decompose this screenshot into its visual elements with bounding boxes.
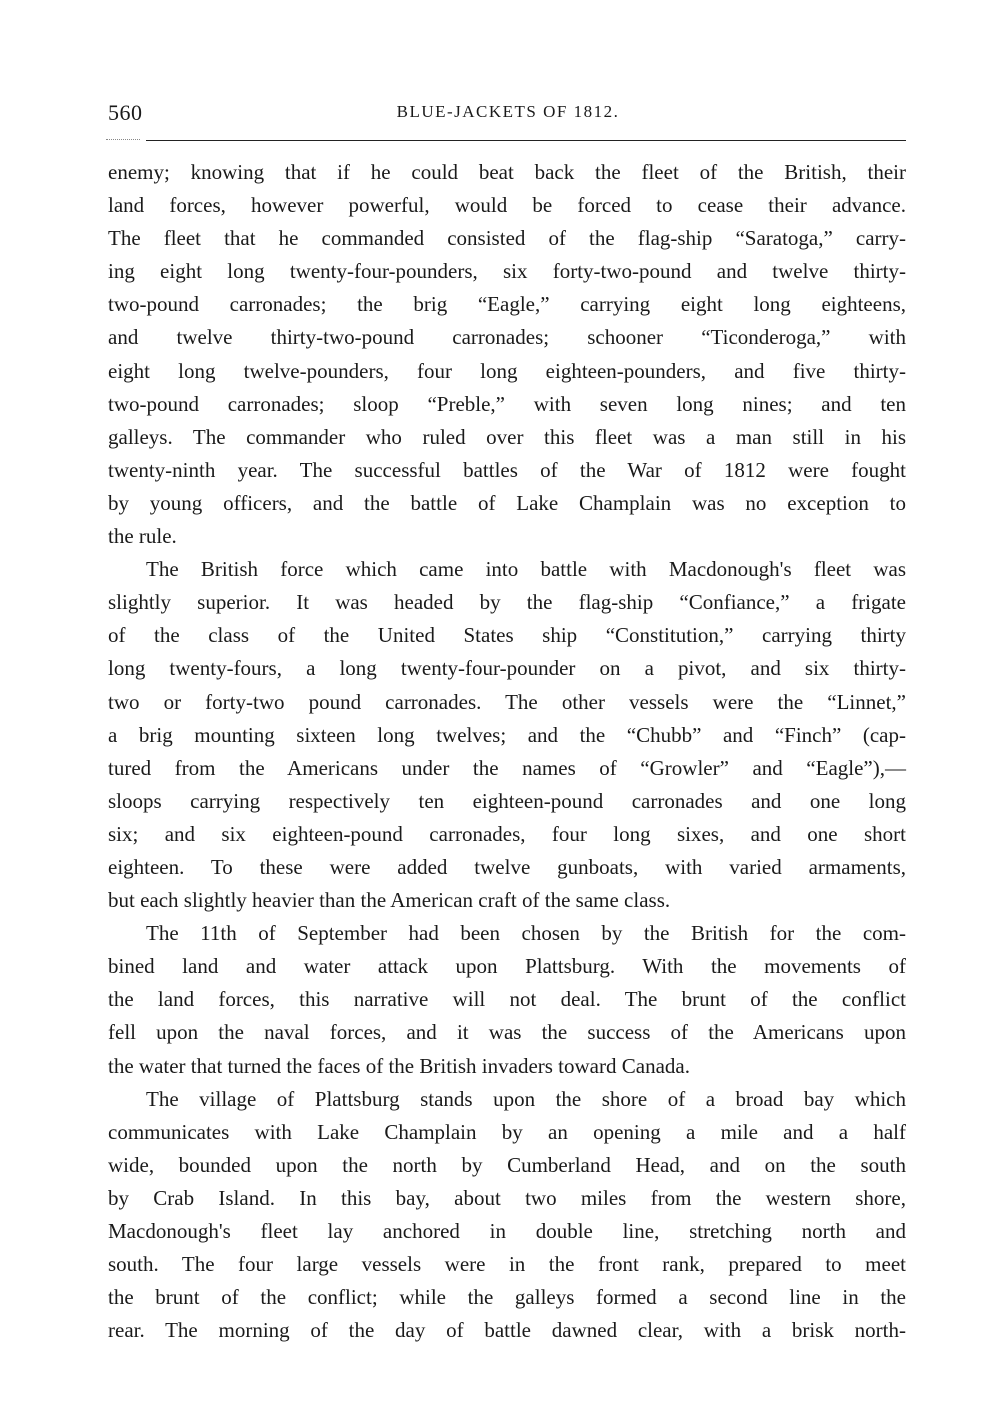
text-line: south. The four large vessels were in the front rank, prepared to meet	[108, 1252, 906, 1277]
text-line: six; and six eighteen-pound carronades, four long sixes, and one short	[108, 821, 906, 846]
text-line: The fleet that he commanded consisted of the flag-ship “Saratoga,” carry-	[108, 226, 906, 251]
text-line: eight long twelve-pounders, four long eighteen-pounders, and five thirty-	[108, 358, 906, 383]
text-line: enemy; knowing that if he could beat back the fleet of the British, their	[108, 160, 906, 184]
header-rule	[146, 140, 906, 141]
running-title: BLUE-JACKETS OF 1812.	[396, 102, 620, 121]
text-line: sloops carrying respectively ten eighteen-pound carronades and one long	[108, 788, 906, 813]
text-line: slightly superior. It was headed by the flag-ship “Confiance,” a frigate	[108, 590, 906, 615]
paragraph	[108, 156, 906, 553]
text-line: twenty-ninth year. The successful battles of the War of 1812 were fought	[108, 457, 906, 482]
text-line: the rule.	[108, 524, 177, 549]
text-line: rear. The morning of the day of battle dawned clear, with a brisk north-	[108, 1318, 906, 1343]
text-line: bined land and water attack upon Plattsburg. With the movements of	[108, 954, 906, 979]
text-line: The village of Plattsburg stands upon the shore of a broad bay which	[146, 1086, 906, 1111]
text-line: tured from the Americans under the names of “Growler” and “Eagle”),—	[108, 755, 906, 780]
text-line: ing eight long twenty-four-pounders, six forty-two-pound and twelve thirty-	[108, 259, 906, 284]
text-line: Macdonough's fleet lay anchored in double line, stretching north and	[108, 1219, 906, 1243]
paragraph	[108, 553, 906, 917]
page-number: 560	[108, 100, 143, 125]
text-line: and twelve thirty-two-pound carronades; schooner “Ticonderoga,” with	[108, 325, 906, 350]
text-line: two or forty-two pound carronades. The other vessels were the “Linnet,”	[108, 689, 906, 714]
text-line: the brunt of the conflict; while the galleys formed a second line in the	[108, 1285, 906, 1310]
text-line: the water that turned the faces of the British invaders toward Canada.	[108, 1053, 690, 1078]
text-line: by Crab Island. In this bay, about two miles from the western shore,	[108, 1185, 906, 1210]
text-line: wide, bounded upon the north by Cumberland Head, and on the south	[108, 1152, 906, 1177]
text-line: of the class of the United States ship “Constitution,” carrying thirty	[108, 623, 906, 648]
text-line: The British force which came into battle with Macdonough's fleet was	[146, 557, 906, 582]
text-line: two-pound carronades; sloop “Preble,” with seven long nines; and ten	[108, 391, 906, 416]
header-rule-dots	[106, 139, 140, 140]
text-line: two-pound carronades; the brig “Eagle,” carrying eight long eighteens,	[108, 292, 906, 317]
text-line: the land forces, this narrative will not deal. The brunt of the conflict	[108, 987, 906, 1012]
text-line: but each slightly heavier than the American craft of the same class.	[108, 888, 671, 913]
text-line: galleys. The commander who ruled over this fleet was a man still in his	[108, 424, 906, 449]
body-text	[108, 156, 906, 1347]
paragraph	[108, 917, 906, 1082]
text-line: land forces, however powerful, would be forced to cease their advance.	[108, 193, 906, 218]
text-line: by young officers, and the battle of Lake Champlain was no exception to	[108, 490, 906, 515]
text-line: a brig mounting sixteen long twelves; and the “Chubb” and “Finch” (cap-	[108, 722, 906, 747]
text-line: eighteen. To these were added twelve gunboats, with varied armaments,	[108, 854, 906, 879]
text-line: The 11th of September had been chosen by the British for the com-	[146, 921, 906, 946]
running-head	[108, 100, 908, 130]
text-line: communicates with Lake Champlain by an opening a mile and a half	[108, 1119, 906, 1144]
text-line: long twenty-fours, a long twenty-four-pounder on a pivot, and six thirty-	[108, 656, 906, 681]
paragraph	[108, 1083, 906, 1348]
text-line: fell upon the naval forces, and it was the success of the Americans upon	[108, 1020, 906, 1045]
